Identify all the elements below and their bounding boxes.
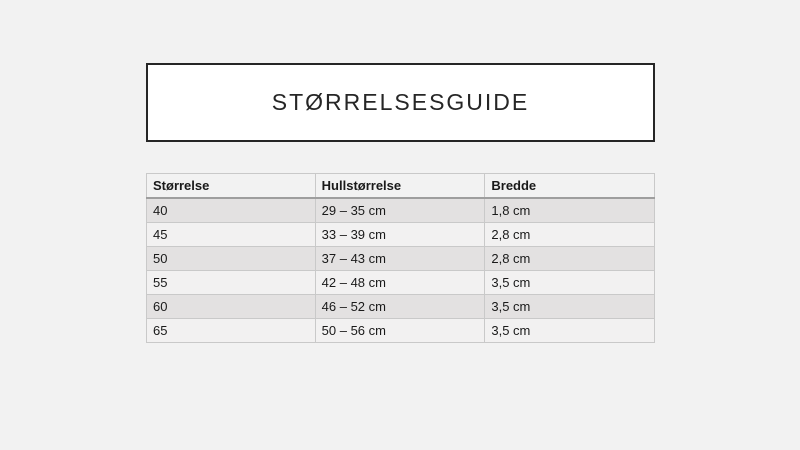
table-row: [147, 295, 655, 319]
cell-hole-size: 42 – 48 cm: [315, 271, 485, 295]
cell-size: 50: [147, 247, 316, 271]
cell-width: 3,5 cm: [485, 271, 655, 295]
cell-size: 45: [147, 223, 316, 247]
cell-width: 3,5 cm: [485, 295, 655, 319]
cell-hole-size: 37 – 43 cm: [315, 247, 485, 271]
cell-width: 1,8 cm: [485, 198, 655, 223]
table-row: [147, 223, 655, 247]
cell-size: 60: [147, 295, 316, 319]
column-header-hole-size: Hullstørrelse: [315, 174, 485, 199]
cell-hole-size: 46 – 52 cm: [315, 295, 485, 319]
column-header-size: Størrelse: [147, 174, 316, 199]
page-title: STØRRELSESGUIDE: [271, 89, 530, 115]
cell-size: 65: [147, 319, 316, 343]
cell-width: 2,8 cm: [485, 247, 655, 271]
size-table: [146, 173, 655, 343]
cell-size: 40: [147, 198, 316, 223]
title-box: [146, 63, 655, 142]
cell-hole-size: 33 – 39 cm: [315, 223, 485, 247]
table-row: [147, 319, 655, 343]
table-row: [147, 198, 655, 223]
table-row: [147, 271, 655, 295]
cell-hole-size: 29 – 35 cm: [315, 198, 485, 223]
table-row: [147, 247, 655, 271]
cell-size: 55: [147, 271, 316, 295]
column-header-width: Bredde: [485, 174, 655, 199]
table-header-row: [147, 174, 655, 199]
cell-hole-size: 50 – 56 cm: [315, 319, 485, 343]
cell-width: 2,8 cm: [485, 223, 655, 247]
cell-width: 3,5 cm: [485, 319, 655, 343]
